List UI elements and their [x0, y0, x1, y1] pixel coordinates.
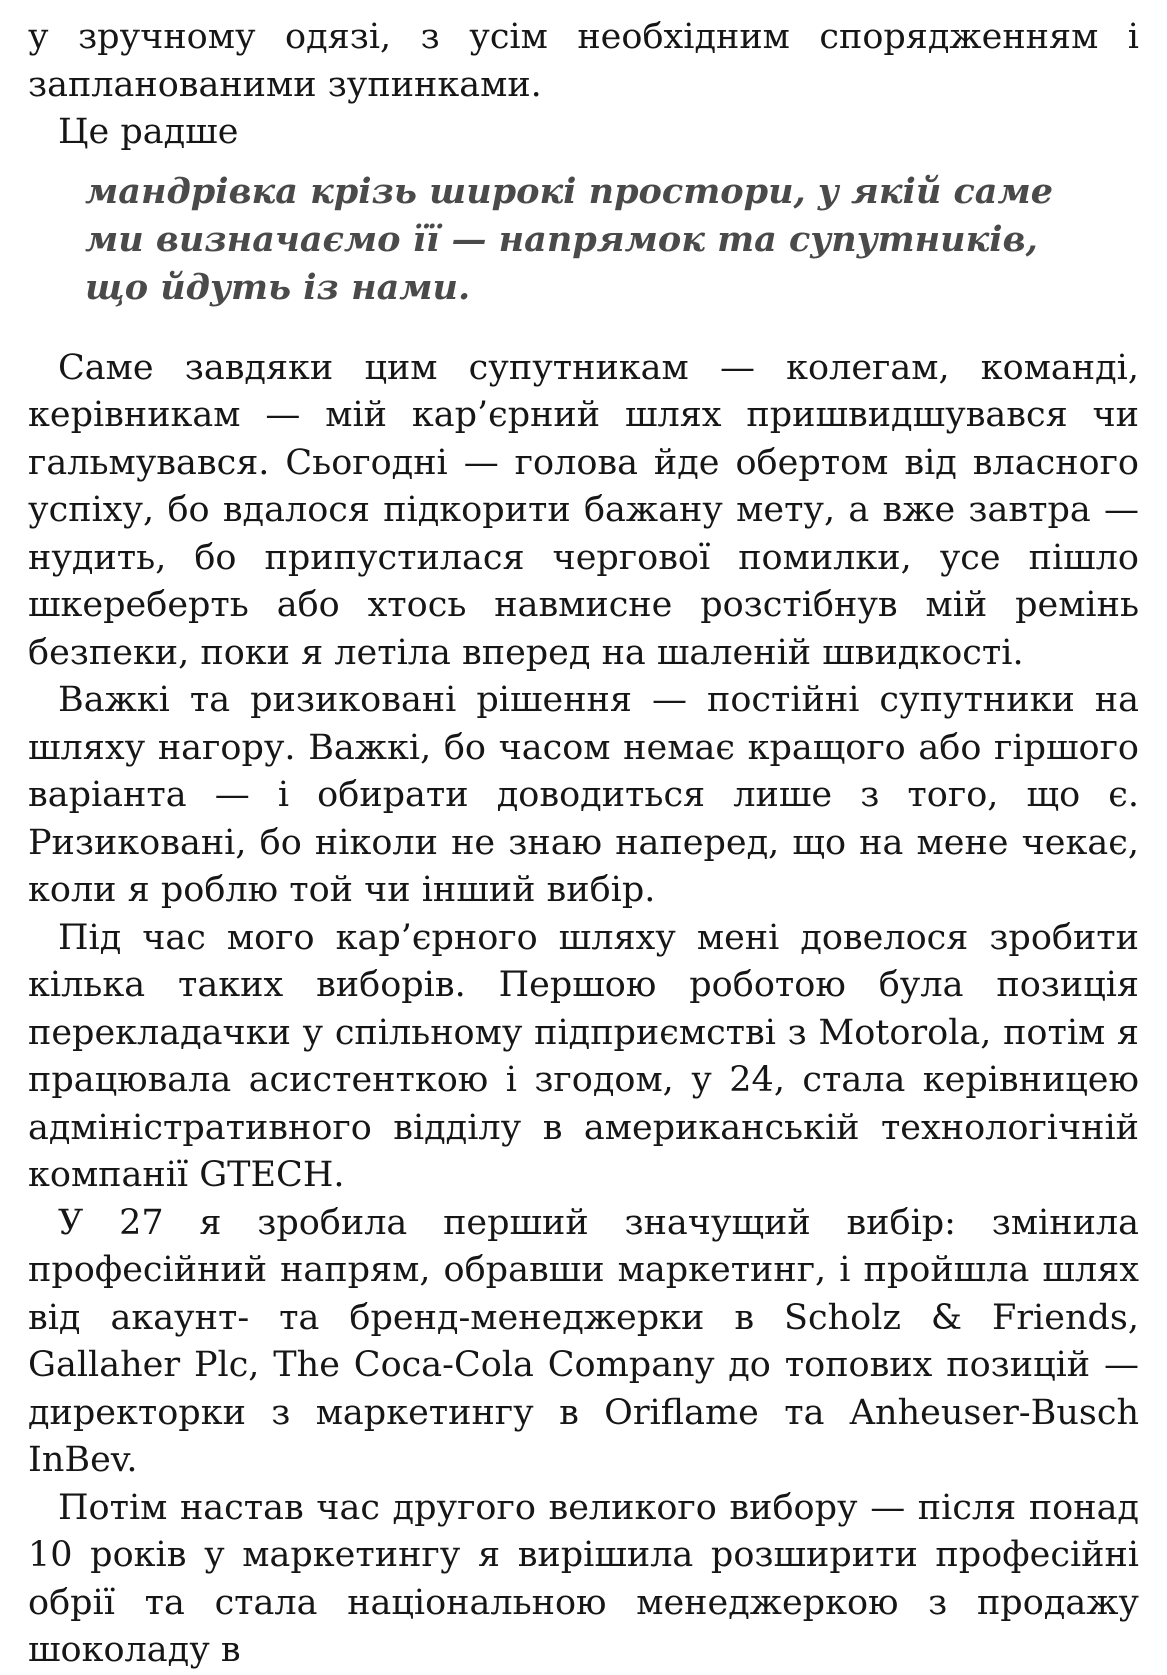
paragraph-marketing-choice: У 27 я зробила перший значущий вибір: змінила професійний напрям, обравши маркетинг, і пройшла шлях від акаунт- та бренд-менеджерки в Scholz & Friends, Gallaher Plc, The Coca-Cola Company до топових позицій — директорки з маркетингу в Oriflame та Anheuser-Busch InBev.: [28, 1202, 1139, 1480]
paragraph-continuation: у зручному одязі, з усім необхідним спорядженням і запланованими зупинками.: [28, 17, 1139, 105]
paragraph-second-choice: Потім настав час другого великого вибору — після понад 10 років у маркетингу я вирішила розширити професійні обрії та стала національною менеджеркою з продажу шоколаду в: [28, 1487, 1139, 1670]
paragraph-risky-decisions: Важкі та ризиковані рішення — постійні супутники на шляху нагору. Важкі, бо часом немає кращого або гіршого варіанта — і обирати доводиться лише з того, що є. Ризиковані, бо ніколи не знаю наперед, що на мене чекає, коли я роблю той чи інший вибір.: [28, 680, 1139, 910]
paragraph-intro-short: Це радше: [58, 112, 239, 152]
document-page: [28, 14, 1139, 1670]
paragraph-companions: Саме завдяки цим супутникам — колегам, команді, керівникам — мій кар’єрний шлях пришвидшувався чи гальмувався. Сьогодні — голова йде обертом від власного успіху, бо вдалося підкорити бажану мету, а вже завтра — нудить, бо припустилася чергової помилки, усе пішло шкереберть або хтось навмисне розстібнув мій ремінь безпеки, поки я летіла вперед на шаленій швидкості.: [28, 347, 1139, 673]
pull-quote: мандрівка крізь широкі простори, у якій саме ми визначаємо її — напрямок та супутників, що йдуть із нами.: [85, 170, 1054, 308]
paragraph-career-start: Під час мого кар’єрного шляху мені довелося зробити кілька таких виборів. Першою роботою була позиція перекладачки у спільному підприємстві з Motorola, потім я працювала асистенткою і згодом, у 24, стала керівницею адміністративного відділу в американській технологічній компанії GTECH.: [28, 917, 1139, 1195]
